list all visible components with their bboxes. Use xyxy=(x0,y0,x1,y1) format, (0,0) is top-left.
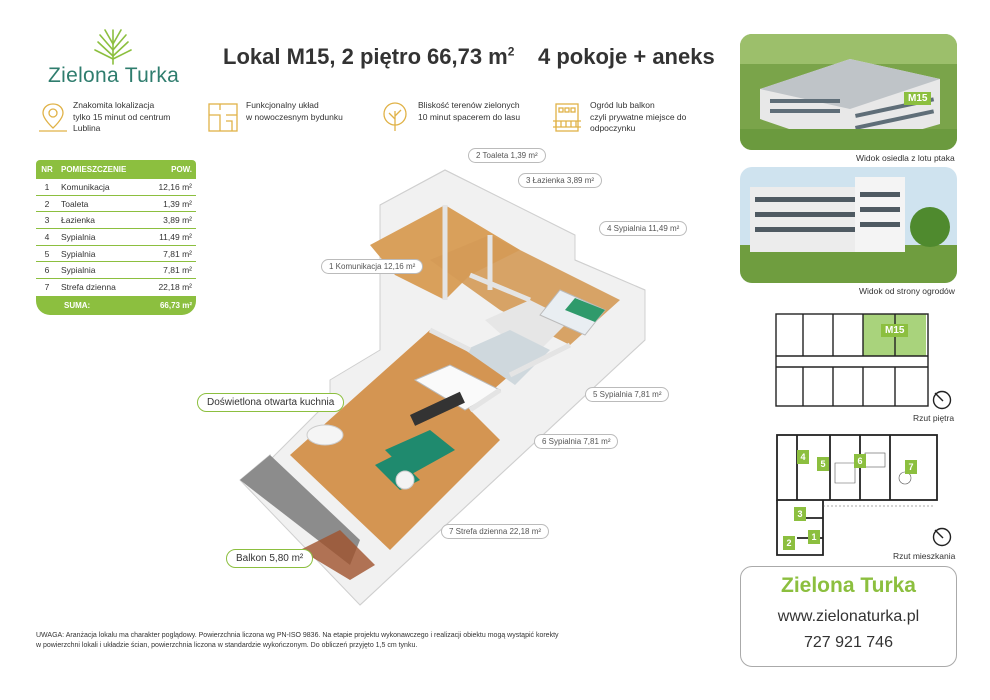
unit-plan-room-5: 5 xyxy=(817,457,829,471)
unit-plan-room-4: 4 xyxy=(797,450,809,464)
label-toaleta: 2 Toaleta 1,39 m² xyxy=(468,148,546,163)
label-balkon: Balkon 5,80 m² xyxy=(226,549,313,568)
feature-layout: Funkcjonalny układ w nowoczesnym bydunku xyxy=(246,100,343,122)
table-row: 6 Sypialnia 7,81 m² xyxy=(36,262,196,279)
floor-plan-unit-badge: M15 xyxy=(881,324,908,337)
table-row: 1 Komunikacja 12,16 m² xyxy=(36,179,196,196)
label-komunikacja: 1 Komunikacja 12,16 m² xyxy=(321,259,423,274)
label-strefa-dzienna: 7 Strefa dzienna 22,18 m² xyxy=(441,524,549,539)
contact-phone[interactable]: 727 921 746 xyxy=(804,634,893,651)
feature-garden: Ogród lub balkon czyli prywatne miejsce do odpoczynku xyxy=(590,100,687,133)
balcony-building-icon xyxy=(550,101,584,133)
unit-plan-room-2: 2 xyxy=(783,536,795,550)
unit-plan-room-6: 6 xyxy=(854,454,866,468)
compass-icon xyxy=(932,527,952,547)
contact-box xyxy=(740,566,957,667)
disclaimer-note: UWAGA: Aranżacja lokalu ma charakter poglądowy. Powierzchnia liczona wg PN-ISO 9836. Na etapie projektu wykonawczego i realizacji obiektu mogą wystąpić korekty w powierzchni lokali i układzie ścian, powierzchnia liczona w standardzie wykończonym. Do obliczeń przyjęto 1,5 cm tynku. xyxy=(36,632,559,649)
aerial-view-caption: Widok osiedla z lotu ptaka xyxy=(856,153,955,163)
brand-name: Zielona Turka xyxy=(48,64,180,87)
unit-area: 66,73 $m^2$ xyxy=(427,44,515,69)
compass-icon xyxy=(932,390,952,410)
garden-view-photo xyxy=(740,167,957,283)
unit-plan-room-1: 1 xyxy=(808,530,820,544)
room-table xyxy=(36,160,196,315)
floor-plan-thumbnail xyxy=(773,312,933,410)
label-sypialnia-5: 5 Sypialnia 7,81 m² xyxy=(585,387,669,402)
unit-plan-caption: Rzut mieszkania xyxy=(893,551,956,561)
unit-title: Lokal M15, 2 piętro xyxy=(223,44,422,69)
floorplan-3d-illustration xyxy=(230,150,670,610)
logo-tree-icon xyxy=(92,26,134,66)
unit-rooms: 4 pokoje + aneks xyxy=(538,44,715,69)
feature-green: Bliskość terenów zielonych 10 minut spacerem do lasu xyxy=(418,100,521,122)
garden-view-caption: Widok od strony ogrodów xyxy=(859,286,955,296)
location-pin-icon xyxy=(36,101,70,133)
table-row: 5 Sypialnia 7,81 m² xyxy=(36,246,196,263)
table-row: 3 Łazienka 3,89 m² xyxy=(36,212,196,229)
contact-website[interactable]: www.zielonaturka.pl xyxy=(777,608,920,625)
label-sypialnia-6: 6 Sypialnia 7,81 m² xyxy=(534,434,618,449)
table-row: 4 Sypialnia 11,49 m² xyxy=(36,229,196,246)
table-row: 7 Strefa dzienna 22,18 m² xyxy=(44,282,192,293)
layout-house-icon xyxy=(206,101,240,133)
label-sypialnia-4: 4 Sypialnia 11,49 m² xyxy=(599,221,687,236)
table-sum-row: SUMA: 66,73 m² xyxy=(36,296,196,315)
floor-plan-caption: Rzut piętra xyxy=(913,413,955,423)
feature-location: Znakomita lokalizacja tylko 15 minut od centrum Lublina xyxy=(73,100,171,133)
unit-plan-room-3: 3 xyxy=(794,507,806,521)
table-row: 2 Toaleta 1,39 m² xyxy=(36,196,196,213)
label-lazienka: 3 Łazienka 3,89 m² xyxy=(518,173,602,188)
tree-icon xyxy=(378,101,412,133)
table-header: NR POMIESZCZENIE POW. xyxy=(36,160,196,179)
unit-plan-room-7: 7 xyxy=(905,460,917,474)
contact-brand: Zielona Turka xyxy=(781,574,916,597)
photo-unit-badge: M15 xyxy=(904,92,931,105)
label-kuchnia: Doświetlona otwarta kuchnia xyxy=(197,393,344,412)
